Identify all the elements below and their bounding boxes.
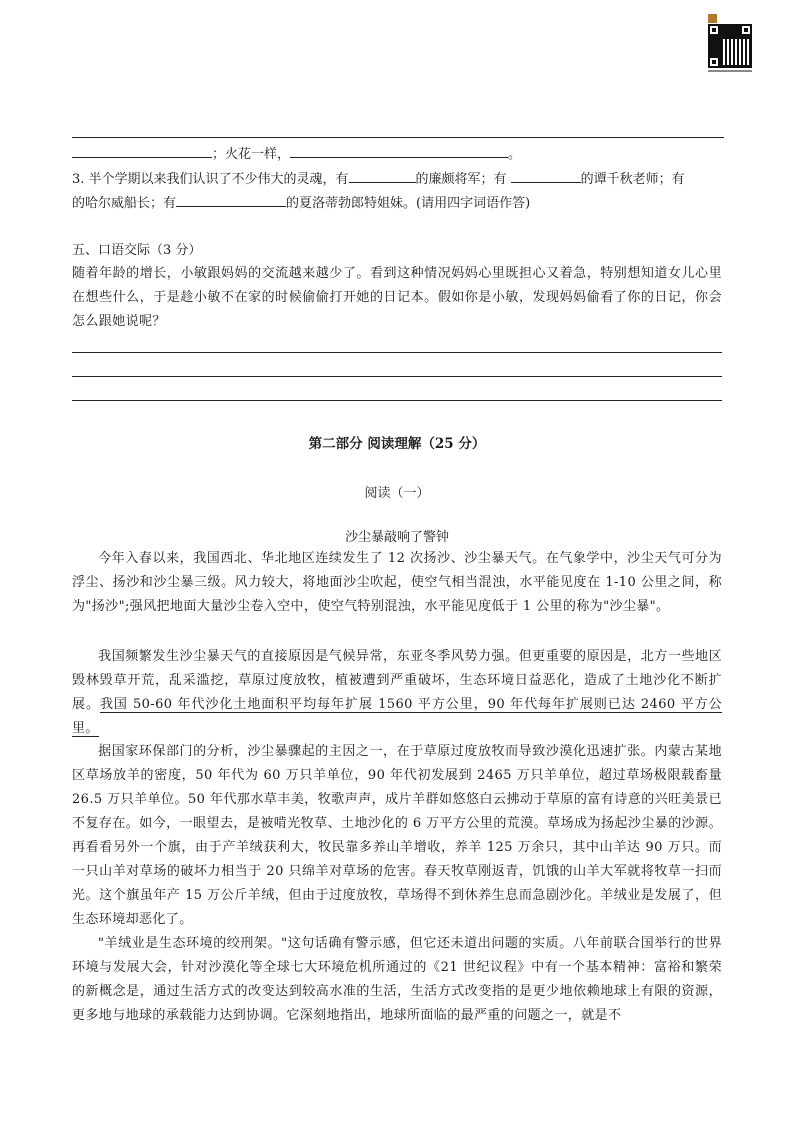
qr-code-icon <box>708 24 752 68</box>
reading-1-subtitle: 阅读（一） <box>364 486 430 501</box>
answer-blank[interactable] <box>176 192 286 207</box>
logo-icon <box>708 14 717 23</box>
part-2-title: 第二部分 阅读理解（25 分） <box>308 436 486 452</box>
qr-code <box>708 14 752 74</box>
q3-text-b: 的廉颇将军；有 <box>415 172 507 187</box>
answer-line[interactable] <box>72 352 722 353</box>
answer-blank[interactable] <box>290 143 508 158</box>
question-3-line-2 <box>72 192 530 214</box>
article-paragraph-4: "羊绒业是生态环境的绞刑架。"这句话确有警示感，但它还未道出问题的实质。八年前联合国举行的世界环境与发展大会，针对沙漠化等全球七大环境危机所通过的《21 世纪议程》中有一个基本精神：富裕和繁荣的新概念是，通过生活方式的改变达到较高水准的生活，生活方式改变指的是更少地依赖地球上有限的资源，更多地与地球的承载能力达到协调。它深刻地指出，地球所面临的最严重的问题之一，就是不 <box>72 936 722 1023</box>
q3-text-e: 的夏洛蒂勃郎特姐妹。(请用四字词语作答) <box>286 196 531 211</box>
answer-blank[interactable] <box>349 168 416 183</box>
q2-text-1: ；火花一样， <box>212 147 291 162</box>
underlined-sentence: 我国 50-60 年代沙化土地面积平均每年扩展 1560 平方公里，90 年代每年扩展则已达 2460 平方公里。 <box>72 697 722 736</box>
article-paragraph-1: 今年入春以来，我国西北、华北地区连续发生了 12 次扬沙、沙尘暴天气。在气象学中，沙尘天气可分为浮尘、扬沙和沙尘暴三级。风力较大，将地面沙尘吹起，使空气相当混浊，水平能见度在 1-10 公里之间，称为"扬沙";强风把地面大量沙尘卷入空中，使空气特别混浊，水平能见度低于 1 公里的称为"沙尘暴"。 <box>72 551 722 614</box>
section-5-title: 五、口语交际（3 分） <box>72 243 202 258</box>
article-paragraph-3: 据国家环保部门的分析，沙尘暴骤起的主因之一，在于草原过度放牧而导致沙漠化迅速扩张。内蒙古某地区草场放羊的密度，50 年代为 60 万只羊单位，90 年代初发展到 2465 万只羊单位，超过草场极限载畜量 26.5 万只羊单位。50 年代那水草丰美，牧歌声声，成片羊群如悠悠白云拂动于草原的富有诗意的兴旺美景已不复存在。如今，一眼望去，是被啃光牧草、土地沙化的 6 万平方公里的荒漠。草场成为扬起沙尘暴的沙源。再看看另外一个旗，由于产羊绒获利大，牧民靠多养山羊增收，养羊 125 万余只，其中山羊达 90 万只。而一只山羊对草场的破坏力相当于 20 只绵羊对草场的危害。春天牧草刚返青，饥饿的山羊大军就将牧草一扫而光。这个旗虽年产 15 万公斤羊绒，但由于过度放牧，草场得不到休养生息而急剧沙化。羊绒业是发展了，但生态环境却恶化了。 <box>72 744 722 927</box>
qr-caption-line <box>708 70 752 72</box>
answer-line[interactable] <box>72 400 722 401</box>
q3-text-d: 的哈尔威船长；有 <box>72 196 177 211</box>
q3-text-a: 3. 半个学期以来我们认识了不少伟大的灵魂，有 <box>72 172 349 187</box>
article-paragraph-2: 我国频繁发生沙尘暴天气的直接原因是气候异常，东亚冬季风势力强。但更重要的原因是，北方一些地区毁林毁草开荒，乱采滥挖，草原过度放牧，植被遭到严重破坏，生态环境日益恶化，造成了土地沙化不断扩展。我国 50-60 年代沙化土地面积平均每年扩展 1560 平方公里，90 年代每年扩展则已达 2460 平方公里。 <box>72 649 722 736</box>
answer-line[interactable] <box>72 376 722 377</box>
question-3-line-1 <box>72 168 685 190</box>
q3-text-c: 的谭千秋老师；有 <box>580 172 685 187</box>
article-title: 沙尘暴敲响了警钟 <box>344 530 449 545</box>
answer-line[interactable] <box>72 137 724 138</box>
answer-blank[interactable] <box>511 168 581 183</box>
answer-blank[interactable] <box>72 143 212 158</box>
question-2-tail <box>72 143 521 165</box>
q2-text-2: 。 <box>508 147 522 162</box>
section-5-text: 随着年龄的增长，小敏跟妈妈的交流越来越少了。看到这种情况妈妈心里既担心又着急，特别想知道女儿心里在想些什么，于是趁小敏不在家的时候偷偷打开她的日记本。假如你是小敏，发现妈妈偷看了你的日记，你会怎么跟她说呢？ <box>72 266 722 329</box>
